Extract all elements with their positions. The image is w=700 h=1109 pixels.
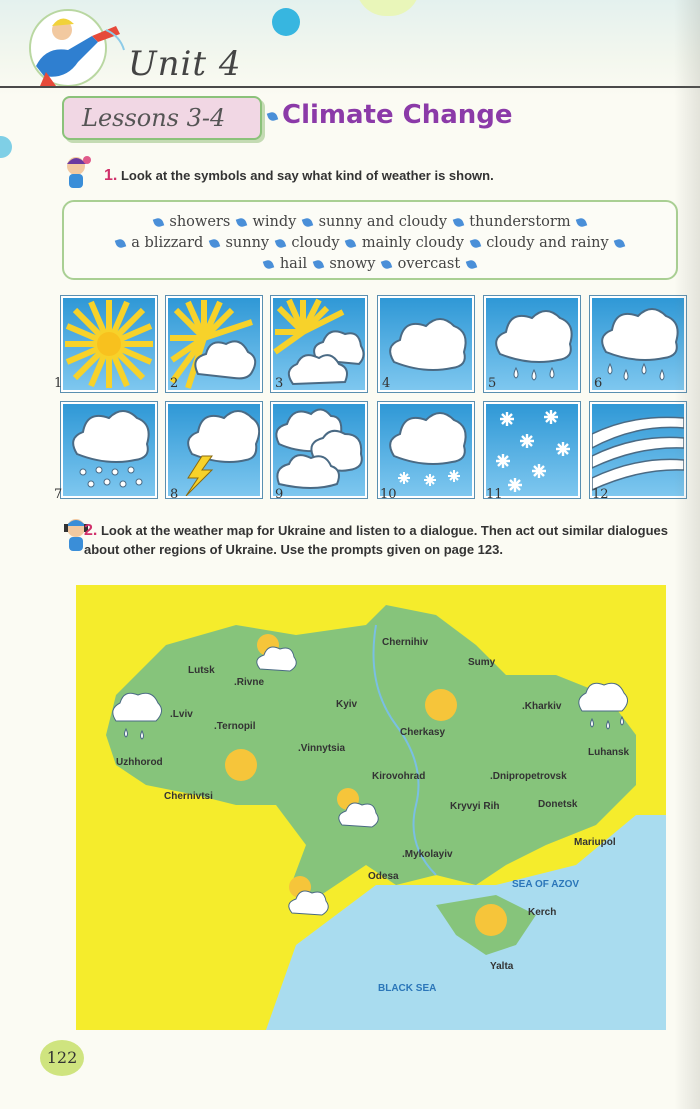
word-item: snowy xyxy=(329,256,376,272)
exercise-text: Look at the symbols and say what kind of weather is shown. xyxy=(120,168,494,183)
leaf-bullet-icon xyxy=(263,258,275,270)
city-label: .Vinnytsia xyxy=(298,743,346,754)
thinking-kid-icon xyxy=(60,154,94,194)
city-label: Kyiv xyxy=(336,699,358,710)
rain-cloud-icon xyxy=(486,298,578,390)
city-label: Donetsk xyxy=(538,799,578,810)
exercise-2-instruction xyxy=(84,521,694,559)
cloud-icon xyxy=(380,298,472,390)
word-item: sunny and cloudy xyxy=(318,214,448,230)
symbol-tile-12 xyxy=(590,402,686,498)
city-label: Lutsk xyxy=(188,665,215,676)
exercise-1-instruction xyxy=(104,167,494,185)
wind-icon xyxy=(592,404,684,496)
leaf-bullet-icon xyxy=(236,216,248,228)
symbol-number: 5 xyxy=(488,376,497,391)
leaf-bullet-icon xyxy=(302,216,314,228)
unit-title: Unit 4 xyxy=(128,44,242,84)
lesson-title: Climate Change xyxy=(282,100,513,130)
city-label: Mariupol xyxy=(574,837,616,848)
symbol-number: 4 xyxy=(382,376,391,391)
city-label: Kerch xyxy=(528,907,557,918)
leaf-bullet-icon xyxy=(267,111,279,123)
symbol-number: 12 xyxy=(592,487,609,502)
sun-icon-lviv-region xyxy=(225,749,257,781)
city-label: Kirovohrad xyxy=(372,771,426,782)
word-item: cloudy xyxy=(291,235,340,251)
symbol-tile-4 xyxy=(378,296,474,392)
city-label: Kryvyi Rih xyxy=(450,801,500,812)
word-item: cloudy and rainy xyxy=(486,235,609,251)
city-label: .Ternopil xyxy=(214,721,256,732)
city-label: Uzhhorod xyxy=(116,757,163,768)
city-label: .Mykolayiv xyxy=(402,849,453,860)
lesson-label: Lessons 3-4 xyxy=(82,104,226,132)
exercise-number: 1. xyxy=(104,167,118,184)
city-label: Luhansk xyxy=(588,747,630,758)
exercise-text: Look at the weather map for Ukraine and listen to a dialogue. Then act out similar dialogues about other regions of Ukraine. Use the prompts given on page 123. xyxy=(84,523,669,557)
symbol-number: 11 xyxy=(486,487,503,502)
symbol-number: 3 xyxy=(275,376,284,391)
symbol-tile-8 xyxy=(166,402,262,498)
exercise-number: 2. xyxy=(84,522,98,539)
symbol-tile-10 xyxy=(378,402,474,498)
symbol-tile-1 xyxy=(61,296,157,392)
leaf-bullet-icon xyxy=(576,216,588,228)
symbol-tile-11 xyxy=(484,402,580,498)
sun-cloud-icon xyxy=(168,298,260,390)
word-item: a blizzard xyxy=(131,235,204,251)
leaf-bullet-icon xyxy=(312,258,324,270)
word-item: mainly cloudy xyxy=(361,235,464,251)
leaf-bullet-icon xyxy=(465,258,477,270)
leaf-bullet-icon xyxy=(209,237,221,249)
leaf-bullet-icon xyxy=(469,237,481,249)
symbol-tile-6 xyxy=(590,296,686,392)
snowflakes-icon xyxy=(486,404,578,496)
leaf-bullet-icon xyxy=(345,237,357,249)
symbol-tile-3 xyxy=(271,296,367,392)
symbol-tile-9 xyxy=(271,402,367,498)
mascot-watering-can-icon xyxy=(16,6,126,92)
leaf-bullet-icon xyxy=(452,216,464,228)
word-item: overcast xyxy=(397,256,461,272)
sun-clouds-icon xyxy=(273,298,365,390)
word-box xyxy=(62,200,678,280)
leaf-bullet-icon xyxy=(381,258,393,270)
ukraine-weather-map xyxy=(76,585,666,1030)
header-rule xyxy=(0,86,700,88)
leaf-bullet-icon xyxy=(274,237,286,249)
city-label: .Kharkiv xyxy=(522,701,562,712)
city-label: .Rivne xyxy=(234,677,265,688)
sea-label: SEA OF AZOV xyxy=(512,879,580,890)
city-label: Yalta xyxy=(490,961,514,972)
city-label: .Dnipropetrovsk xyxy=(490,771,567,782)
symbol-tile-2 xyxy=(166,296,262,392)
sun-icon-cherkasy xyxy=(425,689,457,721)
sea-label: BLACK SEA xyxy=(378,983,437,994)
word-line-2 xyxy=(64,233,676,254)
word-item: thunderstorm xyxy=(469,214,571,230)
word-line-1 xyxy=(64,212,676,233)
symbol-number: 8 xyxy=(170,487,179,502)
word-line-3 xyxy=(64,254,676,275)
symbol-number: 6 xyxy=(594,376,603,391)
overcast-icon xyxy=(273,404,365,496)
page-number: 122 xyxy=(40,1040,84,1076)
word-item: hail xyxy=(279,256,308,272)
sun-icon xyxy=(63,298,155,390)
city-label: Sumy xyxy=(468,657,496,668)
word-item: windy xyxy=(252,214,297,230)
leaf-bullet-icon xyxy=(614,237,626,249)
snow-cloud-icon xyxy=(380,404,472,496)
showers-cloud-icon xyxy=(592,298,684,390)
sun-icon-kerch xyxy=(475,904,507,936)
word-item: sunny xyxy=(225,235,270,251)
symbol-number: 1 xyxy=(54,376,63,391)
decorative-dot xyxy=(272,8,300,36)
word-item: showers xyxy=(169,214,231,230)
symbol-tile-7 xyxy=(61,402,157,498)
page-edge-shadow xyxy=(674,0,700,1109)
city-label: .Lviv xyxy=(170,709,193,720)
lesson-label-box xyxy=(62,96,262,140)
symbol-number: 9 xyxy=(275,487,284,502)
symbol-number: 2 xyxy=(170,376,179,391)
symbol-number: 7 xyxy=(54,487,63,502)
leaf-bullet-icon xyxy=(114,237,126,249)
city-label: Cherkasy xyxy=(400,727,446,738)
leaf-bullet-icon xyxy=(153,216,165,228)
map-shapes xyxy=(76,585,666,1030)
thunderstorm-icon xyxy=(168,404,260,496)
decorative-dot xyxy=(0,136,12,158)
city-label: Chernihiv xyxy=(382,637,429,648)
symbol-number: 10 xyxy=(380,487,397,502)
city-label: Odesa xyxy=(368,871,399,882)
city-label: Chernivtsi xyxy=(164,791,213,802)
symbol-tile-5 xyxy=(484,296,580,392)
ukraine-land xyxy=(106,605,636,905)
hail-cloud-icon xyxy=(63,404,155,496)
